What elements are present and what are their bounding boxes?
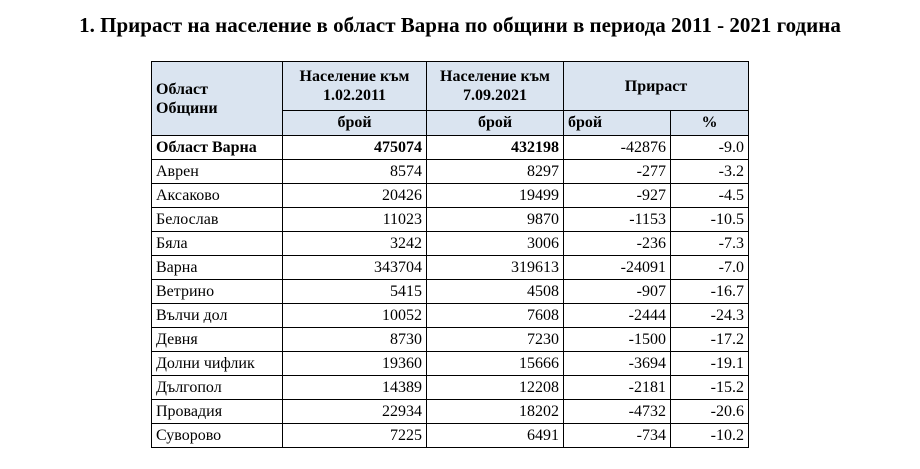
cell-percent: -9.0 (671, 136, 749, 160)
cell-name: Суворово (152, 424, 283, 448)
cell-percent: -10.5 (671, 208, 749, 232)
page-title: 1. Прираст на население в област Варна по общини в периода 2011 - 2021 година (79, 13, 841, 37)
cell-pop2021: 19499 (427, 184, 564, 208)
cell-pop2011: 19360 (283, 352, 427, 376)
cell-pop2021: 7230 (427, 328, 564, 352)
cell-name: Ветрино (152, 280, 283, 304)
header-unit-count: брой (283, 111, 427, 136)
table-row (152, 304, 749, 328)
cell-name: Вълчи дол (152, 304, 283, 328)
cell-pop2011: 475074 (283, 136, 427, 160)
cell-pop2011: 5415 (283, 280, 427, 304)
table-row (152, 376, 749, 400)
cell-pop2021: 18202 (427, 400, 564, 424)
cell-pop2011: 7225 (283, 424, 427, 448)
cell-percent: -3.2 (671, 160, 749, 184)
cell-growth: -927 (564, 184, 671, 208)
cell-growth: -2181 (564, 376, 671, 400)
cell-growth: -907 (564, 280, 671, 304)
cell-percent: -7.0 (671, 256, 749, 280)
header-unit-count: брой (427, 111, 564, 136)
cell-pop2021: 6491 (427, 424, 564, 448)
cell-name: Белослав (152, 208, 283, 232)
cell-percent: -24.3 (671, 304, 749, 328)
cell-percent: -19.1 (671, 352, 749, 376)
cell-name: Дългопол (152, 376, 283, 400)
cell-pop2021: 7608 (427, 304, 564, 328)
cell-pop2021: 12208 (427, 376, 564, 400)
cell-pop2021: 432198 (427, 136, 564, 160)
cell-pop2021: 4508 (427, 280, 564, 304)
cell-pop2011: 20426 (283, 184, 427, 208)
table-row (152, 352, 749, 376)
table-row (152, 400, 749, 424)
cell-percent: -4.5 (671, 184, 749, 208)
cell-pop2011: 22934 (283, 400, 427, 424)
cell-name: Аксаково (152, 184, 283, 208)
header-area-line2: Общини (156, 99, 218, 117)
table-body (152, 136, 749, 448)
cell-name: Долни чифлик (152, 352, 283, 376)
cell-pop2021: 9870 (427, 208, 564, 232)
header-unit-percent: % (671, 111, 749, 136)
header-area (152, 62, 283, 136)
cell-pop2011: 8730 (283, 328, 427, 352)
header-pop2021 (427, 62, 564, 111)
cell-growth: -2444 (564, 304, 671, 328)
header-pop2011-line2: 1.02.2011 (322, 87, 387, 104)
table-row-total (152, 136, 749, 160)
table-row (152, 280, 749, 304)
cell-name: Девня (152, 328, 283, 352)
cell-percent: -15.2 (671, 376, 749, 400)
cell-pop2011: 11023 (283, 208, 427, 232)
cell-name: Провадия (152, 400, 283, 424)
cell-growth: -24091 (564, 256, 671, 280)
header-pop2021-line2: 7.09.2021 (463, 87, 527, 104)
table-row (152, 232, 749, 256)
cell-pop2011: 10052 (283, 304, 427, 328)
cell-percent: -10.2 (671, 424, 749, 448)
table-row (152, 328, 749, 352)
population-table (151, 61, 749, 448)
table-row (152, 424, 749, 448)
cell-pop2021: 8297 (427, 160, 564, 184)
cell-pop2021: 15666 (427, 352, 564, 376)
table-row (152, 256, 749, 280)
table-row (152, 208, 749, 232)
header-unit-count: брой (564, 111, 671, 136)
cell-percent: -17.2 (671, 328, 749, 352)
cell-percent: -20.6 (671, 400, 749, 424)
cell-pop2011: 14389 (283, 376, 427, 400)
header-growth: Прираст (564, 62, 749, 111)
table-row (152, 184, 749, 208)
cell-pop2021: 3006 (427, 232, 564, 256)
cell-pop2011: 343704 (283, 256, 427, 280)
cell-pop2011: 3242 (283, 232, 427, 256)
cell-growth: -3694 (564, 352, 671, 376)
cell-growth: -734 (564, 424, 671, 448)
cell-growth: -1153 (564, 208, 671, 232)
cell-name: Аврен (152, 160, 283, 184)
cell-growth: -1500 (564, 328, 671, 352)
table-row (152, 160, 749, 184)
header-area-line1: Област (156, 80, 208, 98)
cell-name: Бяла (152, 232, 283, 256)
cell-growth: -4732 (564, 400, 671, 424)
cell-growth: -277 (564, 160, 671, 184)
cell-name: Област Варна (152, 136, 283, 160)
header-pop2011 (283, 62, 427, 111)
cell-percent: -16.7 (671, 280, 749, 304)
header-pop2011-line1: Население към (299, 68, 410, 85)
table-header (152, 62, 749, 136)
cell-name: Варна (152, 256, 283, 280)
cell-growth: -42876 (564, 136, 671, 160)
cell-pop2011: 8574 (283, 160, 427, 184)
header-pop2021-line1: Население към (440, 68, 550, 85)
cell-pop2021: 319613 (427, 256, 564, 280)
cell-percent: -7.3 (671, 232, 749, 256)
cell-growth: -236 (564, 232, 671, 256)
